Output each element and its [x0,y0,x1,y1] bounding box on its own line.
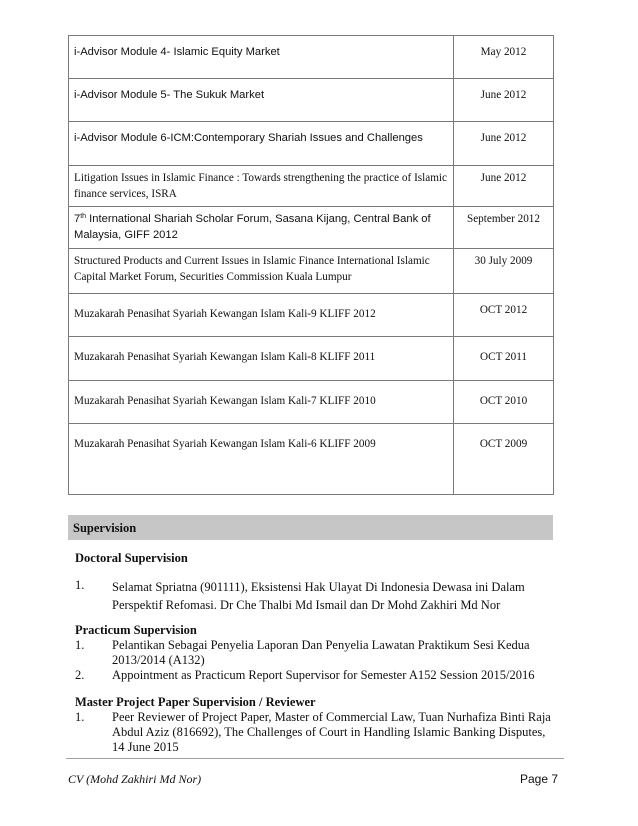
master-heading: Master Project Paper Supervision / Reviewer [75,695,316,709]
event-title: Muzakarah Penasihat Syariah Kewangan Islam Kali-8 KLIFF 2011 [69,337,454,381]
event-date: OCT 2012 [454,294,554,337]
item-number: 1. [75,638,85,652]
master-section [75,695,555,755]
table-row [69,122,554,166]
event-date: June 2012 [454,79,554,122]
event-title: Structured Products and Current Issues in Islamic Finance International Islamic Capital Market Forum, Securities Commission Kuala Lumpur [69,249,454,294]
event-title: Litigation Issues in Islamic Finance : Towards strengthening the practice of Islamic finance services, ISRA [69,166,454,207]
item-number: 1. [75,710,85,724]
event-title: Muzakarah Penasihat Syariah Kewangan Islam Kali-7 KLIFF 2010 [69,381,454,424]
item-text: Selamat Spriatna (901111), Eksistensi Hak Ulayat Di Indonesia Dewasa ini Dalam Perspektif Refomasi. Dr Che Thalbi Md Ismail dan Dr Mohd Zakhiri Md Nor [112,580,525,612]
item-text: Appointment as Practicum Report Supervisor for Semester A152 Session 2015/2016 [112,668,535,682]
event-title: Muzakarah Penasihat Syariah Kewangan Islam Kali-6 KLIFF 2009 [69,424,454,495]
item-number: 2. [75,668,85,682]
event-title: i-Advisor Module 5- The Sukuk Market [69,79,454,122]
table-row [69,166,554,207]
table-row [69,294,554,337]
doctoral-heading: Doctoral Supervision [75,551,188,565]
table-row [69,424,554,495]
list-item [75,578,555,614]
events-table [68,35,554,495]
practicum-section [75,623,555,683]
event-date: June 2012 [454,166,554,207]
table-row [69,337,554,381]
table-row [69,36,554,79]
item-text: Peer Reviewer of Project Paper, Master of Commercial Law, Tuan Nurhafiza Binti Raja Abdul Aziz (816692), The Challenges of Court in Handling Islamic Banking Disputes, 14 June 2015 [112,710,551,754]
list-item [75,668,555,683]
item-number: 1. [75,578,85,592]
item-text: Pelantikan Sebagai Penyelia Laporan Dan Penyelia Lawatan Praktikum Sesi Kedua 2013/2014 (A132) [112,638,530,667]
table-row [69,381,554,424]
page-number: Page 7 [520,772,559,786]
practicum-heading: Practicum Supervision [75,623,197,637]
supervision-heading: Supervision [68,515,553,540]
event-date: June 2012 [454,122,554,166]
table-row [69,249,554,294]
doctoral-section [75,551,555,614]
event-date: September 2012 [454,207,554,249]
event-title [69,207,454,249]
event-title: i-Advisor Module 4- Islamic Equity Market [69,36,454,79]
ordinal-number: 7 [74,213,81,225]
event-date: OCT 2010 [454,381,554,424]
table-row [69,207,554,249]
table-row [69,79,554,122]
event-date: May 2012 [454,36,554,79]
event-title: i-Advisor Module 6-ICM:Contemporary Shariah Issues and Challenges [69,122,454,166]
ordinal-suffix: th [80,213,87,220]
list-item [75,710,555,755]
footer-divider [66,758,564,759]
event-title-rest: International Shariah Scholar Forum, Sasana Kijang, Central Bank of Malaysia, GIFF 2012 [74,213,431,241]
event-date: 30 July 2009 [454,249,554,294]
event-date: OCT 2011 [454,337,554,381]
list-item [75,638,555,668]
footer-author: CV (Mohd Zakhiri Md Nor) [68,772,202,786]
event-title: Muzakarah Penasihat Syariah Kewangan Islam Kali-9 KLIFF 2012 [69,294,454,337]
event-date: OCT 2009 [454,424,554,495]
